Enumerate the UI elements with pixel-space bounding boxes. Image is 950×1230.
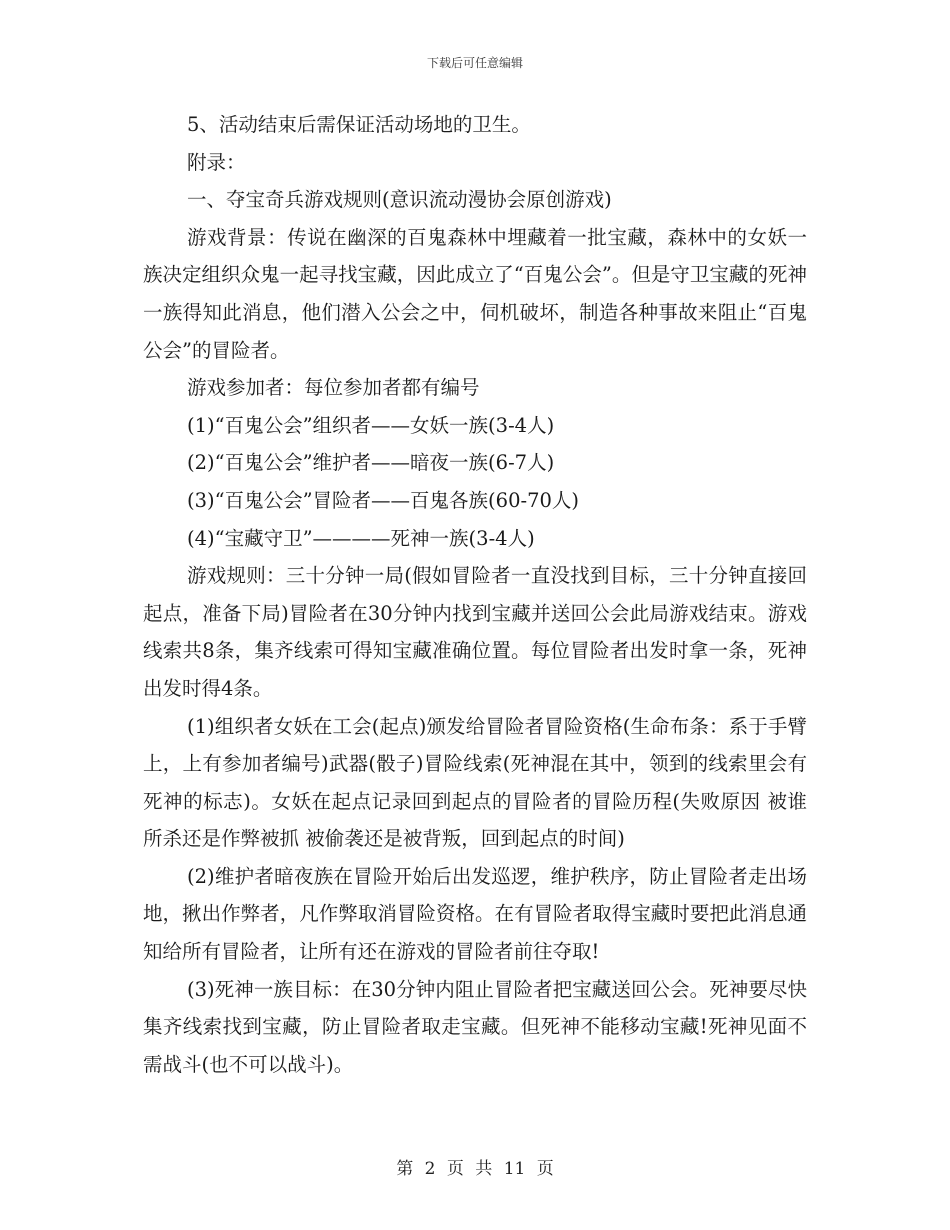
paragraph-participants: 游戏参加者：每位参加者都有编号 — [187, 376, 480, 400]
list-item-guardians: (4)“宝藏守卫”————死神一族(3-4人) — [187, 526, 535, 550]
list-item-maintainers: (2)“百鬼公会”维护者——暗夜一族(6-7人) — [187, 451, 555, 475]
paragraph-rule-3: (3)死神一族目标：在30分钟内阻止冒险者把宝藏送回公会。死神要尽快集齐线索找到宝藏，防止冒险者取走宝藏。但死神不能移动宝藏!死神见面不需战斗(也不可以战斗)。 — [143, 977, 807, 1076]
section-heading-game-rules: 一、夺宝奇兵游戏规则(意识流动漫协会原创游戏) — [187, 188, 612, 212]
paragraph-rule-1: (1)组织者女妖在工会(起点)颁发给冒险者冒险资格(生命布条：系于手臂上，上有参加者编号)武器(骰子)冒险线索(死神混在其中，领到的线索里会有死神的标志)。女妖在起点记录回到起点的冒险者的冒险历程(失败原因 被谁所杀还是作弊被抓 被偷袭还是被背叛，回到起点的时间) — [143, 714, 807, 851]
list-item-organizers: (1)“百鬼公会”组织者——女妖一族(3-4人) — [187, 413, 555, 437]
page-footer: 第 2 页 共 11 页 — [396, 1159, 554, 1179]
paragraph-appendix-label: 附录： — [187, 150, 246, 174]
paragraph-game-rules: 游戏规则：三十分钟一局(假如冒险者一直没找到目标，三十分钟直接回起点，准备下局)冒险者在30分钟内找到宝藏并送回公会此局游戏结束。游戏线索共8条，集齐线索可得知宝藏准确位置。每位冒险者出发时拿一条，死神出发时得4条。 — [143, 564, 807, 700]
list-item-adventurers: (3)“百鬼公会”冒险者——百鬼各族(60-70人) — [187, 488, 579, 512]
paragraph-rule-2: (2)维护者暗夜族在冒险开始后出发巡逻，维护秩序，防止冒险者走出场地，揪出作弊者，凡作弊取消冒险资格。在有冒险者取得宝藏时要把此消息通知给所有冒险者，让所有还在游戏的冒险者前往夺取! — [143, 864, 807, 964]
body-text — [143, 106, 807, 1083]
paragraph-cleanup: 5、活动结束后需保证活动场地的卫生。 — [187, 113, 531, 136]
page-header: 下载后可任意编辑 — [426, 56, 523, 70]
paragraph-game-background: 游戏背景：传说在幽深的百鬼森林中埋藏着一批宝藏，森林中的女妖一族决定组织众鬼一起寻找宝藏，因此成立了“百鬼公会”。但是守卫宝藏的死神一族得知此消息，他们潜入公会之中，伺机破坏，制造各种事故来阻止“百鬼公会”的冒险者。 — [143, 225, 807, 362]
